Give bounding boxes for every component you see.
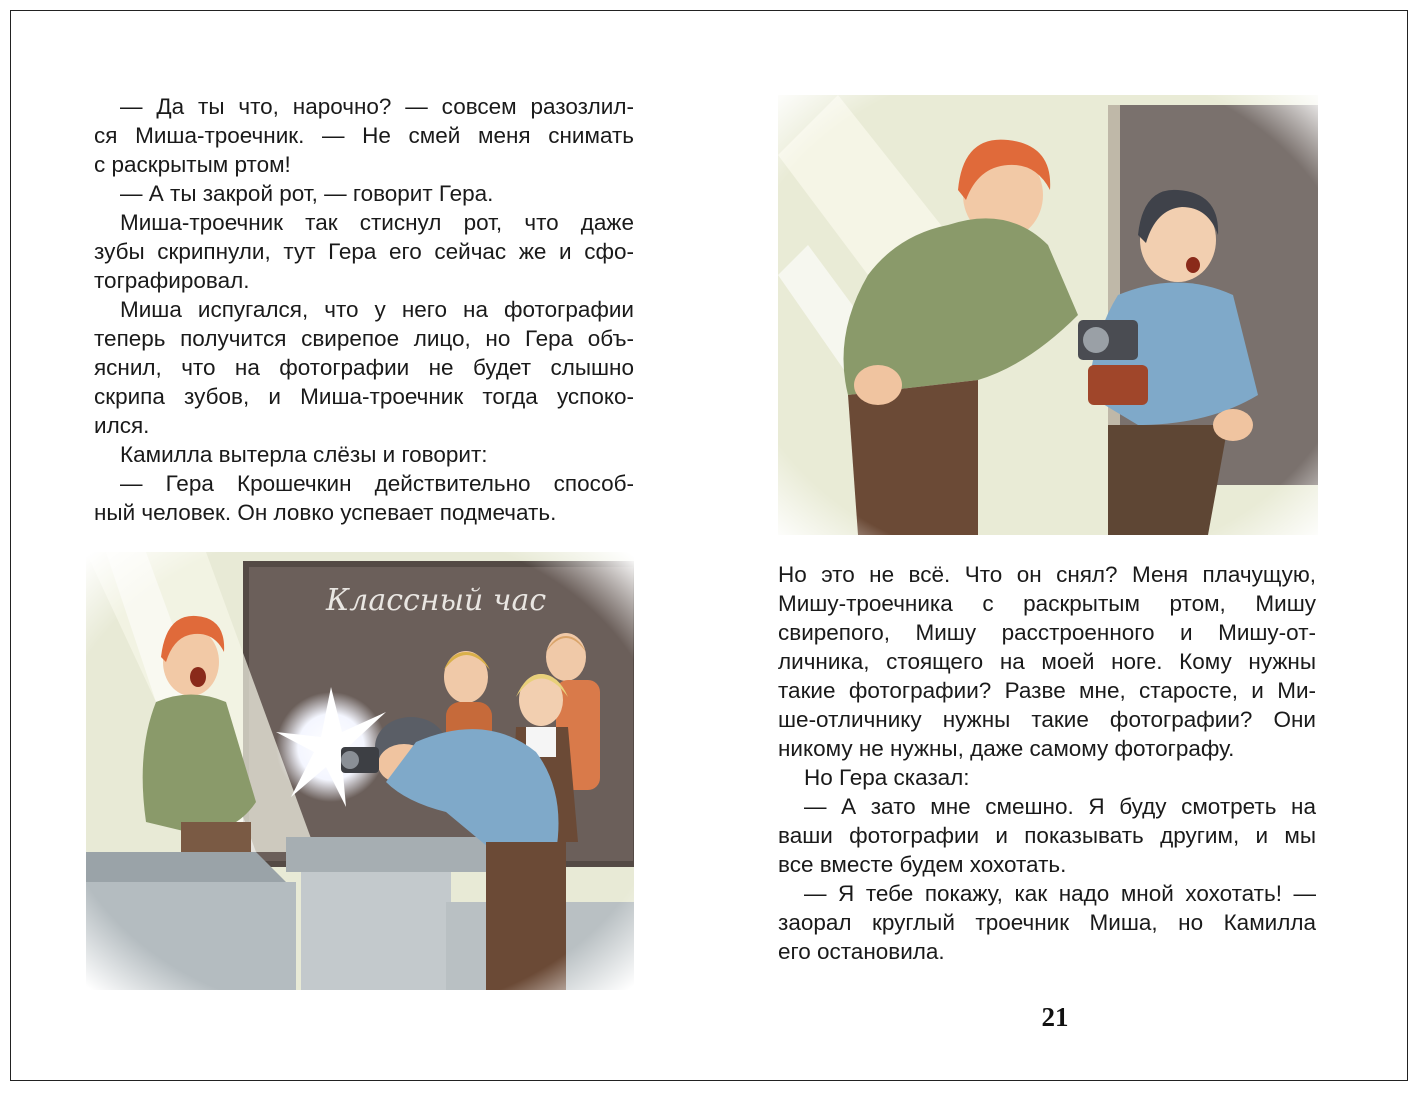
text-line: — А ты закрой рот, — говорит Гера. xyxy=(120,181,494,206)
text-line: с раскрытым ртом! xyxy=(94,152,291,177)
text-line: Миша испугался, что у него на фотографии xyxy=(120,297,634,322)
text-line: личника, стоящего на моей ноге. Кому нужны xyxy=(778,649,1316,674)
text-line: — Я тебе покажу, как надо мной хохотать! — xyxy=(804,881,1316,906)
right-page-text xyxy=(778,560,1316,966)
illustration-two-boys xyxy=(778,95,1318,535)
text-line: Но Гера сказал: xyxy=(804,765,970,790)
text-line: Камилла вытерла слёзы и говорит: xyxy=(120,442,488,467)
text-line: его остановила. xyxy=(778,939,945,964)
text-line: свирепого, Мишу расстроенного и Мишу-от- xyxy=(778,620,1316,645)
text-line: — А зато мне смешно. Я буду смотреть на xyxy=(804,794,1316,819)
text-line: Миша-троечник так стиснул рот, что даже xyxy=(120,210,634,235)
vignette xyxy=(778,95,1318,535)
text-line: ваши фотографии и показывать другим, и мы xyxy=(778,823,1316,848)
vignette xyxy=(86,552,634,990)
text-line: зубы скрипнули, тут Гера его сейчас же и сфо- xyxy=(94,239,634,264)
text-line: Мишу-троечника с раскрытым ртом, Мишу xyxy=(778,591,1316,616)
text-line: Но это не всё. Что он снял? Меня плачущую, xyxy=(778,562,1316,587)
page-number: 21 xyxy=(1041,1002,1069,1032)
text-line: теперь получится свирепое лицо, но Гера объ- xyxy=(94,326,634,351)
text-line: заорал круглый троечник Миша, но Камилла xyxy=(778,910,1316,935)
boys-scene xyxy=(778,95,1318,535)
text-line: никому не нужны, даже самому фотографу. xyxy=(778,736,1235,761)
text-line: такие фотографии? Разве мне, старосте, и Ми- xyxy=(778,678,1316,703)
text-line: ился. xyxy=(94,413,150,438)
text-line: яснил, что на фотографии не будет слышно xyxy=(94,355,634,380)
text-line: — Гера Крошечкин действительно способ- xyxy=(120,471,634,496)
text-line: — Да ты что, нарочно? — совсем разозлил- xyxy=(120,94,634,119)
illustration-classroom xyxy=(86,552,634,990)
text-line: ше-отличнику нужны такие фотографии? Они xyxy=(778,707,1316,732)
text-line: ся Миша-троечник. — Не смей меня снимать xyxy=(94,123,634,148)
text-line: скрипа зубов, и Миша-троечник тогда успоко- xyxy=(94,384,634,409)
classroom-scene xyxy=(86,552,634,990)
text-line: ный человек. Он ловко успевает подмечать. xyxy=(94,500,557,525)
left-page-text xyxy=(94,92,634,527)
text-line: тографировал. xyxy=(94,268,250,293)
text-line: все вместе будем хохотать. xyxy=(778,852,1067,877)
